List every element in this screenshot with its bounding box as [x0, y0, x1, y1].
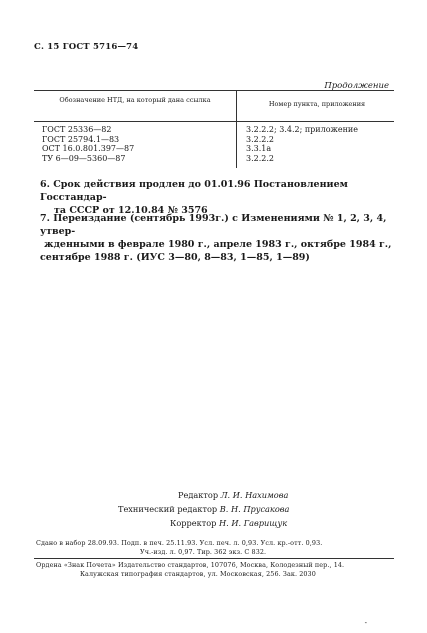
credit-name: Л. И. Нахимова — [220, 490, 289, 500]
table-row-item: 3.3.1а — [246, 144, 272, 153]
credit-name: В. Н. Прусакова — [219, 504, 290, 514]
imprint-line: Ордена «Знак Почета» Издательство стандартов, 107076, Москва, Колодезный пер., 14. — [36, 561, 345, 569]
credit-proofreader — [170, 518, 287, 528]
imprint-rule — [34, 558, 394, 559]
credit-tech-editor — [118, 504, 289, 514]
page-header: С. 15 ГОСТ 5716—74 — [34, 42, 139, 52]
table-top-rule — [34, 90, 394, 91]
table-row-ref: ОСТ 16.0.801.397—87 — [42, 144, 135, 153]
table-row-item: 3.2.2.2; 3.4.2; приложение — [246, 125, 358, 134]
page-mark: - — [364, 619, 367, 627]
paragraph-line: жденными в феврале 1980 г., апреле 1983 г., октябре 1984 г., — [44, 239, 392, 250]
credit-editor — [178, 490, 288, 500]
table-column-divider — [236, 90, 237, 168]
paragraph-line: 7. Переиздание (сентябрь 1993г.) с Изменениями № 1, 2, 3, 4, утвер- — [40, 213, 387, 237]
credit-role: Технический редактор — [118, 504, 218, 514]
paragraph-line: 6. Срок действия продлен до 01.01.96 Постановлением Госстандар- — [40, 179, 348, 203]
table-row-item: 3.2.2.2 — [246, 153, 274, 163]
credit-role: Корректор — [170, 518, 217, 528]
column-header-item: Номер пункта, приложения — [268, 100, 366, 108]
credit-name: Н. И. Гаврищук — [219, 518, 288, 528]
continuation-label: Продолжение — [324, 81, 389, 91]
imprint-line: Уч.-изд. л. 0,97. Тир. 362 экз. С 832. — [140, 548, 267, 556]
paragraph-line: та СССР от 12.10.84 № 3576 — [54, 205, 208, 216]
table-row-item: 3.2.2.2 — [246, 134, 274, 144]
table-row-ref: ГОСТ 25336—82 — [42, 125, 112, 134]
credit-role: Редактор — [178, 490, 219, 500]
table-row-ref: ГОСТ 25794.1—83 — [42, 134, 120, 144]
imprint-line: Сдано в набор 28.09.93. Подп. в печ. 25.11.93. Усл. печ. л. 0,93. Усл. кр.-отт. 0,93. — [36, 539, 323, 547]
column-header-ref: Обозначение НТД, на который дана ссылка — [59, 96, 211, 104]
table-header-rule — [34, 121, 394, 122]
table-row-ref: ТУ 6—09—5360—87 — [42, 153, 126, 163]
paragraph-line: сентябре 1988 г. (ИУС 3—80, 8—83, 1—85, 1—89) — [40, 252, 310, 263]
paragraph-7 — [40, 212, 395, 264]
imprint-line: Калужская типография стандартов, ул. Московская, 256. Зак. 2030 — [80, 570, 316, 578]
